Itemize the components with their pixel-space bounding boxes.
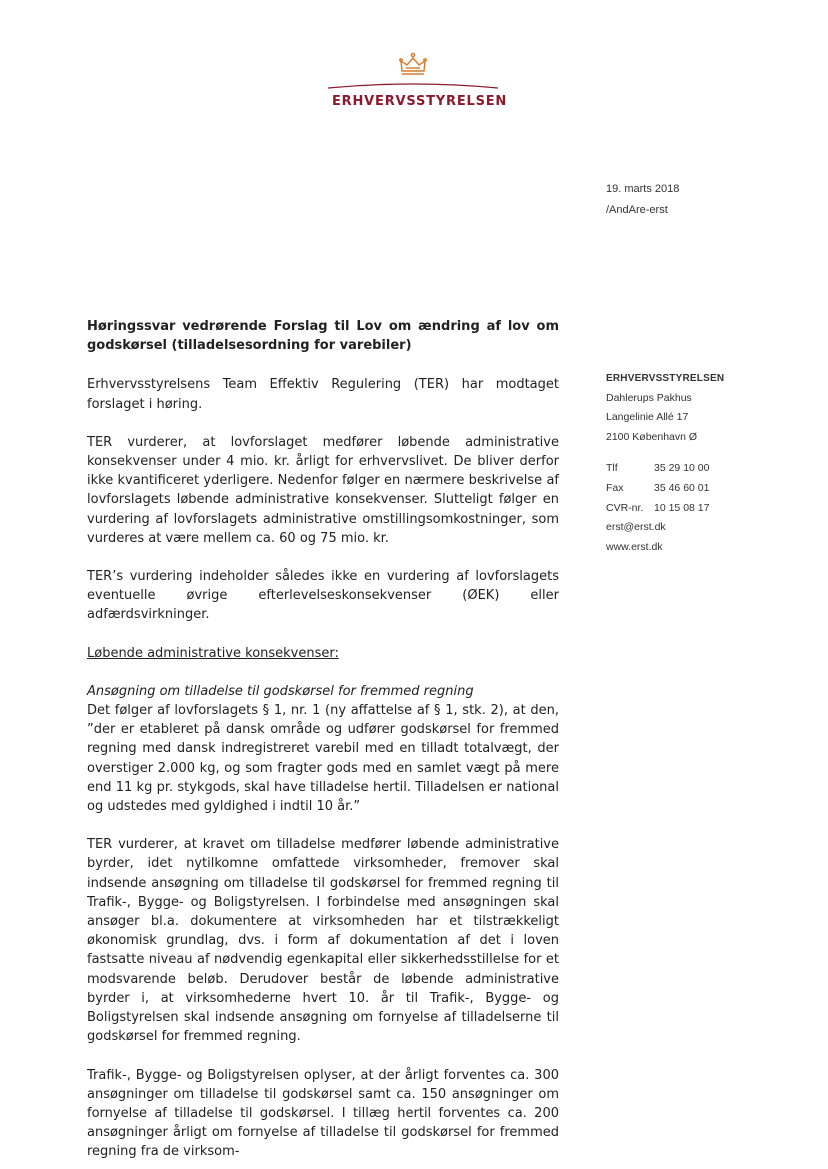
letter-date: 19. marts 2018 — [606, 183, 680, 195]
paragraph: Erhvervsstyrelsens Team Effektiv Regulering (TER) har modtaget forslaget i høring. — [87, 377, 559, 412]
letter-body — [87, 317, 559, 1162]
phone-row — [606, 459, 724, 479]
web-link[interactable]: www.erst.dk — [606, 540, 663, 553]
phone-value: 35 29 10 00 — [654, 462, 710, 475]
section-title: Løbende administrative konsekvenser: — [87, 645, 339, 661]
paragraph: TER vurderer, at lovforslaget medfører løbende administrative konsekvenser under 4 mio. kr. årligt for erhvervslivet. De bliver derfor ikke kvantificeret yderligere. Nedenfor følger en nærmere beskrivelse af lovforslagets løbende administrative konsekvenser. Slutteligt følger en vurdering af lovforslagets administrative omstillingsomkostninger, som vurderes at være mellem ca. 60 og 75 mio. kr. — [87, 434, 559, 546]
letter-reference: /AndAre-erst — [606, 204, 668, 216]
fax-row — [606, 479, 724, 499]
paragraph: Trafik-, Bygge- og Boligstyrelsen oplyser, at der årligt forventes ca. 300 ansøgninger om tilladelse til godskørsel samt ca. 150 ansøgninger om fornyelse af tilladelse til godskørsel. I tillæg hertil forventes ca. 200 ansøgninger årligt om fornyelse af tilladelse til godskørsel for fremmed regning fra de virksom- — [87, 1067, 559, 1160]
phone-label: Tlf — [606, 462, 618, 475]
letter-heading: Høringssvar vedrørende Forslag til Lov om ændring af lov om godskørsel (tilladelsesordning for varebiler) — [87, 319, 559, 354]
paragraph: Det følger af lovforslagets § 1, nr. 1 (ny affattelse af § 1, stk. 2), at den, ”der er etableret på dansk område og udfører godskørsel for fremmed regning med dansk indregistreret varebil med en tilladt totalvægt, der overstiger 2.000 kg, og som fragter gods med en samlet vægt på mere end 11 kg pr. stykgods, skal have tilladelse hertil. Tilladelsen er national og udstedes med gyldighed i indtil 10 år.” — [87, 703, 559, 815]
fax-value: 35 46 60 01 — [654, 481, 710, 494]
paragraph: TER vurderer, at kravet om tilladelse medfører løbende administrative byrder, idet nytilkomne omfattede virksomheder, fremover skal indsende ansøgning om tilladelse til godskørsel for fremmed regning til Trafik-, Bygge- og Boligstyrelsen. I forbindelse med ansøgningen skal ansøger bl.a. dokumentere at virksomheden har et tilstrækkeligt økonomisk grundlag, dvs. i form af dokumentation af det i loven fastsatte niveau af nødvendig egenkapital eller sikkerhedsstillelse for et modsvarende beløb. Derudover består de løbende administrative byrder i, at virksomhederne hvert 10. år til Trafik-, Bygge- og Boligstyrelsen skal indsende ansøgning om fornyelse af tilladelserne til godskørsel for fremmed regning. — [87, 837, 559, 1045]
sender-info — [606, 369, 724, 557]
logo — [328, 52, 508, 114]
address-line: 2100 København Ø — [606, 430, 698, 443]
sender-org: ERHVERVSSTYRELSEN — [606, 373, 725, 384]
letter-meta — [606, 179, 679, 221]
cvr-label: CVR-nr. — [606, 501, 644, 514]
subsection-title: Ansøgning om tilladelse til godskørsel for fremmed regning — [87, 683, 474, 699]
crown-icon — [398, 52, 428, 78]
cvr-value: 10 15 08 17 — [654, 501, 710, 514]
email-link[interactable]: erst@erst.dk — [606, 521, 666, 534]
address-line: Langelinie Allé 17 — [606, 411, 689, 424]
fax-label: Fax — [606, 481, 624, 494]
paragraph: TER’s vurdering indeholder således ikke en vurdering af lovforslagets eventuelle øvrige efterlevelseskonsekvenser (ØEK) eller adfærdsvirkninger. — [87, 569, 559, 623]
address-line: Dahlerups Pakhus — [606, 391, 692, 404]
logo-wordmark: ERHVERVSSTYRELSEN — [332, 94, 508, 109]
cvr-row — [606, 499, 724, 519]
